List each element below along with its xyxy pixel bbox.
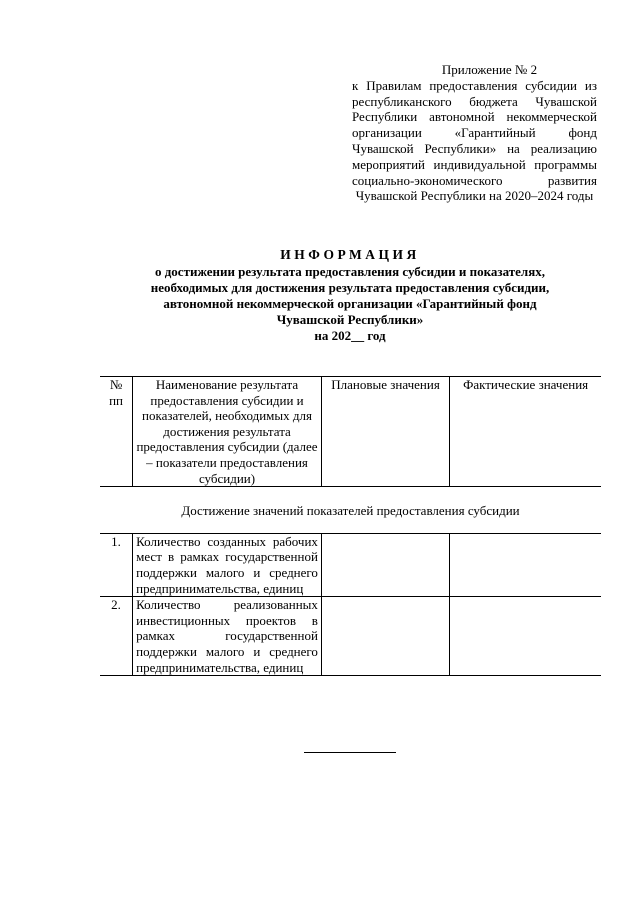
header-actual: Фактические значения	[450, 377, 601, 487]
info-table	[100, 376, 601, 676]
title-line-4: Чувашской Республики»	[276, 312, 424, 327]
table-row	[100, 533, 601, 596]
appendix-block	[352, 62, 597, 204]
title-heading: ИНФОРМАЦИЯ	[280, 247, 420, 262]
table-row	[100, 597, 601, 676]
row-name: Количество созданных рабочих мест в рамках государственной поддержки малого и среднего предпринимательства, единиц	[133, 533, 322, 596]
table-header-row	[100, 377, 601, 487]
title-line-1: о достижении результата предоставления субсидии и показателях,	[154, 264, 546, 279]
header-planned: Плановые значения	[321, 377, 449, 487]
appendix-number: Приложение № 2	[441, 62, 538, 77]
header-num: № пп	[100, 377, 133, 487]
appendix-text: к Правилам предоставления субсидии из республиканского бюджета Чувашской Республики автономной некоммерческой организации «Гарантийный фонд Чувашской Республики» на реализацию мероприятий индивидуальной программы социально-экономического развития Чувашской Республики на 2020–2024 годы	[352, 77, 597, 204]
row-planned	[321, 597, 449, 676]
closing-line	[304, 752, 396, 753]
section-title: Достижение значений показателей предоставления субсидии	[181, 503, 520, 519]
document-title	[60, 247, 640, 344]
row-num: 1.	[100, 533, 133, 596]
title-year-line: на 202__ год	[314, 328, 386, 343]
row-planned	[321, 533, 449, 596]
header-name: Наименование результата предоставления субсидии и показателей, необходимых для достижения результата предоставления субсидии (далее – показатели предоставления субсидии)	[133, 377, 322, 487]
row-actual	[450, 597, 601, 676]
title-line-3: автономной некоммерческой организации «Гарантийный фонд	[163, 296, 537, 311]
section-row	[100, 487, 601, 534]
row-num: 2.	[100, 597, 133, 676]
row-actual	[450, 533, 601, 596]
title-line-2: необходимых для достижения результата предоставления субсидии,	[150, 280, 550, 295]
row-name: Количество реализованных инвестиционных проектов в рамках государственной поддержки малого и среднего предпринимательства, единиц	[133, 597, 322, 676]
